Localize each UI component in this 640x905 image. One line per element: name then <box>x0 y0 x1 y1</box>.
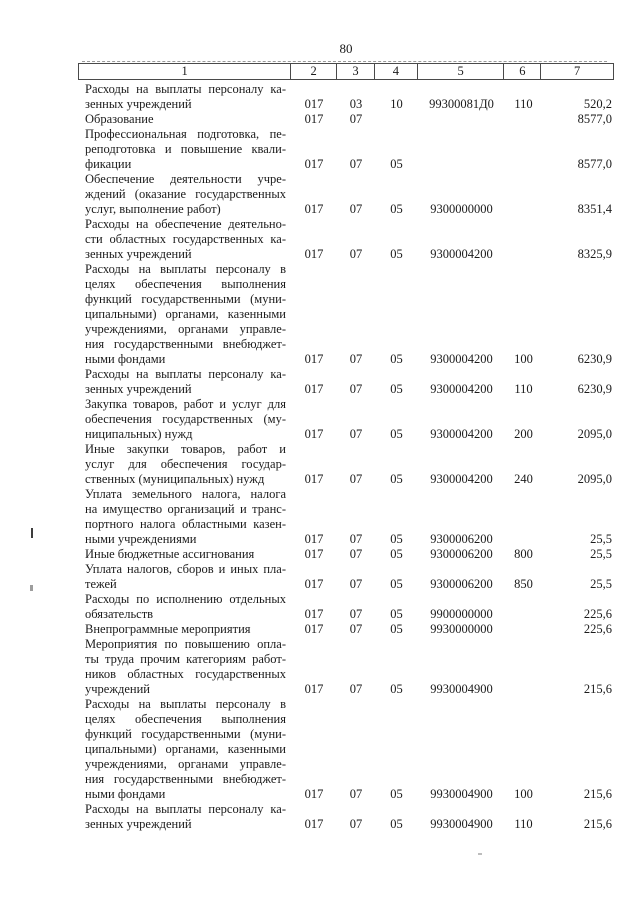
table-row <box>78 397 614 442</box>
cell-col3: 07 <box>349 202 363 216</box>
cell-col7: 25,5 <box>590 577 612 591</box>
cell-description: Образование <box>85 112 154 126</box>
cell-col2: 017 <box>304 202 324 216</box>
cell-col4: 05 <box>390 547 403 561</box>
cell-col6: 100 <box>514 352 533 366</box>
cell-col3: 07 <box>349 157 363 171</box>
table-row <box>78 262 614 367</box>
cell-col2: 017 <box>304 382 324 396</box>
cell-col6: 200 <box>514 427 533 441</box>
cell-description: Расходы на выплаты персоналу ка- зенных учреждений <box>85 802 286 831</box>
table-header-cell-1: 1 <box>79 64 291 79</box>
table-row <box>78 592 614 622</box>
table-row <box>78 442 614 487</box>
table-row <box>78 637 614 697</box>
cell-col4: 05 <box>390 382 403 396</box>
cell-col2: 017 <box>304 427 324 441</box>
cell-description: Расходы на выплаты персоналу ка- зенных учреждений <box>85 82 286 111</box>
cell-col6: 110 <box>514 97 533 111</box>
cell-col2: 017 <box>304 682 324 696</box>
cell-col2: 017 <box>304 157 324 171</box>
table-row <box>78 127 614 172</box>
cell-col2: 017 <box>304 577 324 591</box>
cell-col3: 07 <box>349 787 363 801</box>
cell-col6: 110 <box>514 382 533 396</box>
cell-col5: 9300006200 <box>430 532 493 546</box>
cell-col3: 07 <box>349 682 363 696</box>
cell-col7: 2095,0 <box>577 472 612 486</box>
cell-col7: 8325,9 <box>577 247 612 261</box>
cell-col3: 07 <box>349 472 363 486</box>
cell-col2: 017 <box>304 247 324 261</box>
cell-col6: 100 <box>514 787 533 801</box>
cell-col4: 05 <box>390 817 403 831</box>
cell-col7: 2095,0 <box>577 427 612 441</box>
cell-col4: 05 <box>390 472 403 486</box>
cell-col7: 25,5 <box>590 532 612 546</box>
cell-description: Расходы на обеспечение деятельно- сти областных государственных ка- зенных учреждений <box>85 217 286 261</box>
cell-col4: 05 <box>390 157 403 171</box>
cell-col3: 07 <box>349 352 363 366</box>
cell-description: Закупка товаров, работ и услуг для обеспечения государственных (му- ниципальных) нужд <box>85 397 286 441</box>
table-row <box>78 622 614 637</box>
cell-col5: 9300006200 <box>430 577 493 591</box>
cell-col3: 03 <box>349 97 363 111</box>
cell-col3: 07 <box>349 427 363 441</box>
table-header-cell-5: 5 <box>418 64 505 79</box>
cell-description: Расходы на выплаты персоналу в целях обеспечения выполнения функций государственными (муни- ципальными) органами, казенными учреждениями, органами управле- ния государственными внебюджет- ными фондами <box>85 697 286 801</box>
table-header-row <box>78 63 614 80</box>
cell-col3: 07 <box>349 577 363 591</box>
cell-col4: 05 <box>390 532 403 546</box>
table-row <box>78 547 614 562</box>
cell-col3: 07 <box>349 382 363 396</box>
cell-col3: 07 <box>349 112 363 126</box>
cell-col5: 99300081Д0 <box>429 97 494 111</box>
cell-col7: 8351,4 <box>577 202 612 216</box>
cell-col7: 8577,0 <box>577 157 612 171</box>
table-row <box>78 217 614 262</box>
scan-artifact-dot <box>478 853 482 855</box>
cell-col4: 05 <box>390 427 403 441</box>
cell-col3: 07 <box>349 547 363 561</box>
cell-col5: 9300000000 <box>430 202 493 216</box>
cell-col7: 225,6 <box>583 622 612 636</box>
cell-col4: 10 <box>390 97 403 111</box>
cell-col5: 9300004200 <box>430 472 493 486</box>
cell-col2: 017 <box>304 97 324 111</box>
table-row <box>78 487 614 547</box>
cell-col7: 8577,0 <box>577 112 612 126</box>
cell-col5: 9930004900 <box>430 817 493 831</box>
table-row <box>78 367 614 397</box>
cell-col4: 05 <box>390 352 403 366</box>
cell-col4: 05 <box>390 682 403 696</box>
table-row <box>78 112 614 127</box>
cell-col3: 07 <box>349 247 363 261</box>
cell-description: Уплата налогов, сборов и иных пла- тежей <box>85 562 286 591</box>
cell-col2: 017 <box>304 817 324 831</box>
cell-col7: 215,6 <box>583 787 612 801</box>
cell-col3: 07 <box>349 622 363 636</box>
table-row <box>78 697 614 802</box>
cell-col2: 017 <box>304 622 324 636</box>
cell-col5: 9930000000 <box>430 622 493 636</box>
table-header-cell-3: 3 <box>337 64 375 79</box>
cell-col4: 05 <box>390 577 403 591</box>
cell-col5: 9930004900 <box>430 682 493 696</box>
cell-description: Иные закупки товаров, работ и услуг для обеспечения государ- ственных (муниципальных) нужд <box>85 442 286 486</box>
cell-col6: 240 <box>514 472 533 486</box>
cell-col7: 6230,9 <box>577 382 612 396</box>
cell-col4: 05 <box>390 247 403 261</box>
cell-description: Обеспечение деятельности учре- ждений (оказание государственных услуг, выполнение работ) <box>85 172 286 216</box>
scan-artifact-mark <box>31 528 33 538</box>
cell-description: Иные бюджетные ассигнования <box>85 547 255 561</box>
cell-col2: 017 <box>304 472 324 486</box>
cell-col5: 9930004900 <box>430 787 493 801</box>
table-row <box>78 172 614 217</box>
cell-col7: 215,6 <box>583 682 612 696</box>
cell-col2: 017 <box>304 547 324 561</box>
cell-col4: 05 <box>390 622 403 636</box>
cell-description: Внепрограммные мероприятия <box>85 622 251 636</box>
table-header-cell-6: 6 <box>504 64 541 79</box>
cell-description: Расходы на выплаты персоналу в целях обеспечения выполнения функций государственными (муни- ципальными) органами, казенными учреждениями, органами управле- ния государственными внебюджет- ными фондами <box>85 262 286 366</box>
cell-col2: 017 <box>304 532 324 546</box>
cell-col2: 017 <box>304 352 324 366</box>
table-header-cell-7: 7 <box>574 64 581 78</box>
cell-col3: 07 <box>349 607 363 621</box>
table-row <box>78 82 614 112</box>
cell-col6: 110 <box>514 817 533 831</box>
cell-col2: 017 <box>304 787 324 801</box>
table-row <box>78 802 614 832</box>
cell-col3: 07 <box>349 532 363 546</box>
cell-col7: 225,6 <box>583 607 612 621</box>
cell-description: Расходы по исполнению отдельных обязательств <box>85 592 286 621</box>
cell-col7: 520,2 <box>583 97 612 111</box>
cell-description: Мероприятия по повышению опла- ты труда прочим категориям работ- ников областных государственных учреждений <box>85 637 286 696</box>
budget-table <box>78 63 614 832</box>
page-number: 80 <box>339 41 353 56</box>
table-row <box>78 562 614 592</box>
cell-col5: 9300004200 <box>430 382 493 396</box>
cell-col4: 05 <box>390 202 403 216</box>
cell-col2: 017 <box>304 607 324 621</box>
cell-col3: 07 <box>349 817 363 831</box>
cell-description: Расходы на выплаты персоналу ка- зенных учреждений <box>85 367 286 396</box>
cell-col6: 850 <box>514 577 533 591</box>
cell-col5: 9300004200 <box>430 427 493 441</box>
cell-col6: 800 <box>514 547 533 561</box>
cell-col2: 017 <box>304 112 324 126</box>
table-header-cell-2: 2 <box>291 64 337 79</box>
cell-col7: 6230,9 <box>577 352 612 366</box>
cell-col5: 9300006200 <box>430 547 493 561</box>
table-header-cell-4: 4 <box>375 64 418 79</box>
cell-col4: 05 <box>390 787 403 801</box>
cell-col5: 9300004200 <box>430 352 493 366</box>
table-body <box>78 82 614 832</box>
cell-description: Профессиональная подготовка, пе- реподготовка и повышение квали- фикации <box>85 127 286 171</box>
cell-col5: 9900000000 <box>430 607 493 621</box>
cell-col7: 215,6 <box>583 817 612 831</box>
cell-col5: 9300004200 <box>430 247 493 261</box>
cell-col7: 25,5 <box>590 547 612 561</box>
scan-artifact-mark <box>30 585 33 591</box>
cell-col4: 05 <box>390 607 403 621</box>
cell-description: Уплата земельного налога, налога на имущество организаций и транс- портного налога областными казен- ными учреждениями <box>85 487 286 546</box>
